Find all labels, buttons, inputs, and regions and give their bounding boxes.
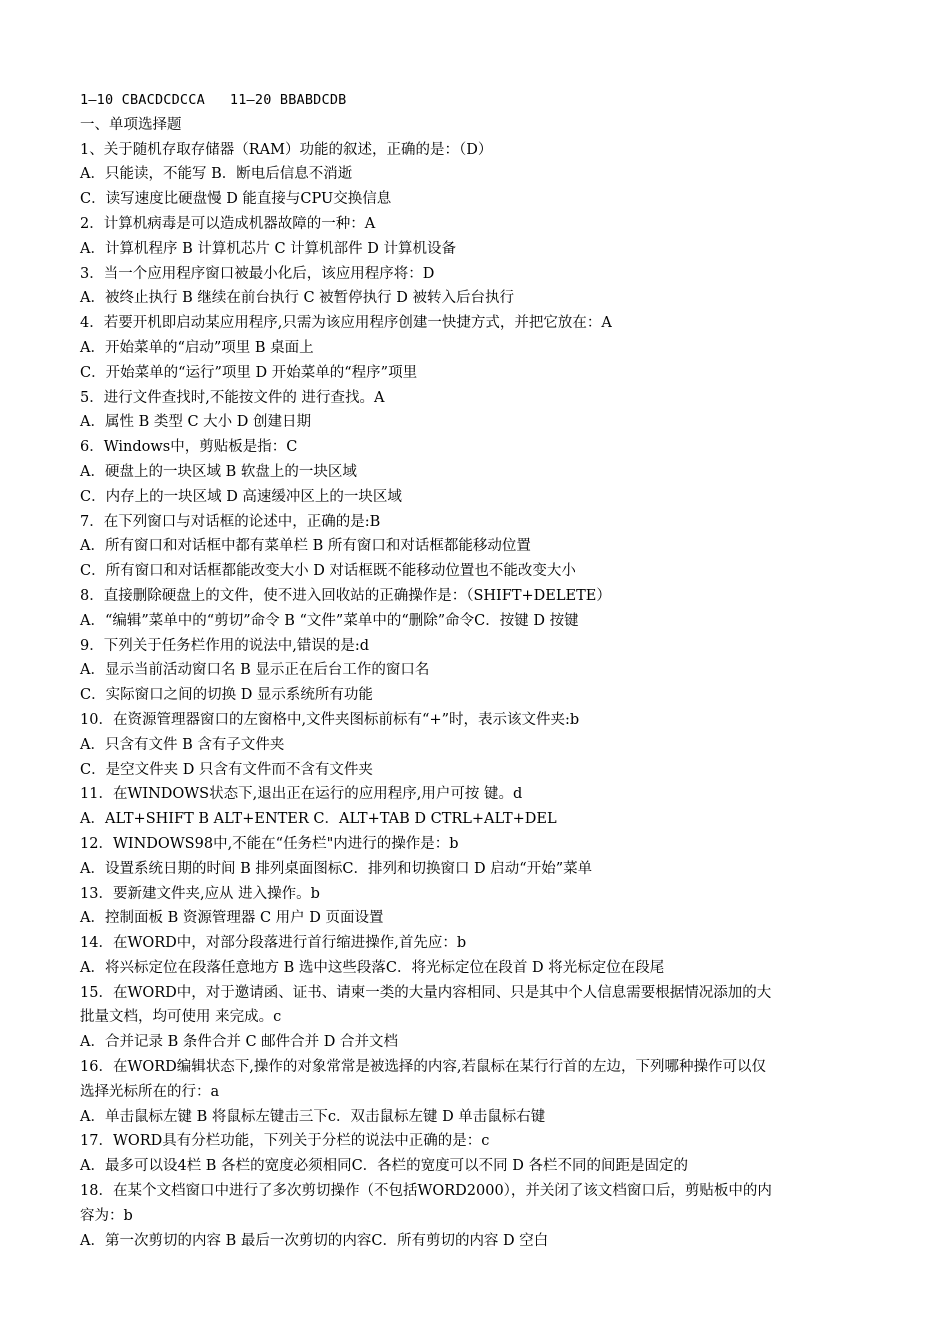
- question-6-options-a: A．硬盘上的一块区域 B 软盘上的一块区域: [80, 463, 357, 480]
- question-10-options-c: C．是空文件夹 D 只含有文件而不含有文件夹: [80, 761, 373, 778]
- question-4-options-c: C．开始菜单的“运行”项里 D 开始菜单的“程序”项里: [80, 364, 418, 381]
- question-16: 16．在WORD编辑状态下,操作的对象常常是被选择的内容,若鼠标在某行行首的左边，下列哪种操作可以仅: [80, 1059, 766, 1076]
- question-9: 9．下列关于任务栏作用的说法中,错误的是:d: [80, 637, 370, 654]
- question-10-options-a: A．只含有文件 B 含有子文件夹: [80, 736, 285, 753]
- question-12-options: A．设置系统日期的时间 B 排列桌面图标C．排列和切换窗口 D 启动“开始”菜单: [80, 860, 593, 877]
- question-15-options: A．合并记录 B 条件合并 C 邮件合并 D 合并文档: [80, 1034, 399, 1051]
- question-1: 1、关于随机存取存储器（RAM）功能的叙述，正确的是：（D）: [80, 141, 493, 158]
- section-heading: 一、单项选择题: [80, 116, 182, 133]
- question-4-options-a: A．开始菜单的“启动”项里 B 桌面上: [80, 339, 314, 356]
- question-17: 17．WORD具有分栏功能，下列关于分栏的说法中正确的是：c: [80, 1133, 490, 1150]
- question-18: 18．在某个文档窗口中进行了多次剪切操作（不包括WORD2000），并关闭了该文档窗口后，剪贴板中的内: [80, 1183, 772, 1200]
- question-11-options: A．ALT+SHIFT B ALT+ENTER C．ALT+TAB D CTRL+ALT+DEL: [80, 811, 557, 828]
- question-7-options-c: C．所有窗口和对话框都能改变大小 D 对话框既不能移动位置也不能改变大小: [80, 563, 576, 580]
- question-1-options-a: A．只能读，不能写 B．断电后信息不消逝: [80, 166, 353, 183]
- question-5: 5．进行文件查找时,不能按文件的 进行查找。A: [80, 389, 385, 406]
- question-1-options-c: C．读写速度比硬盘慢 D 能直接与CPU交换信息: [80, 191, 392, 208]
- question-7: 7．在下列窗口与对话框的论述中，正确的是:B: [80, 513, 381, 530]
- question-16-continued: 选择光标所在的行：a: [80, 1083, 220, 1100]
- question-3-options: A．被终止执行 B 继续在前台执行 C 被暂停执行 D 被转入后台执行: [80, 290, 514, 307]
- question-8: 8．直接删除硬盘上的文件，使不进入回收站的正确操作是：（SHIFT+DELETE）: [80, 587, 611, 604]
- question-15: 15．在WORD中，对于邀请函、证书、请柬一类的大量内容相同、只是其中个人信息需要根据情况添加的大: [80, 984, 772, 1001]
- question-6: 6．Windows中，剪贴板是指：C: [80, 439, 298, 456]
- question-12: 12．WINDOWS98中,不能在“任务栏"内进行的操作是：b: [80, 835, 459, 852]
- question-13: 13．要新建文件夹,应从 进入操作。b: [80, 885, 320, 902]
- question-3: 3．当一个应用程序窗口被最小化后，该应用程序将：D: [80, 265, 435, 282]
- question-2: 2．计算机病毒是可以造成机器故障的一种：A: [80, 215, 376, 232]
- question-4: 4．若要开机即启动某应用程序,只需为该应用程序创建一快捷方式，并把它放在：A: [80, 315, 612, 332]
- question-11: 11．在WINDOWS状态下,退出正在运行的应用程序,用户可按 键。d: [80, 786, 523, 803]
- question-13-options: A．控制面板 B 资源管理器 C 用户 D 页面设置: [80, 910, 384, 927]
- question-8-options: A．“编辑”菜单中的“剪切”命令 B “文件”菜单中的“删除”命令C．按键 D 按键: [80, 612, 579, 629]
- question-9-options-c: C．实际窗口之间的切换 D 显示系统所有功能: [80, 687, 373, 704]
- question-18-options: A．第一次剪切的内容 B 最后一次剪切的内容C．所有剪切的内容 D 空白: [80, 1232, 549, 1249]
- question-9-options-a: A．显示当前活动窗口名 B 显示正在后台工作的窗口名: [80, 662, 430, 679]
- question-16-options: A．单击鼠标左键 B 将鼠标左键击三下c．双击鼠标左键 D 单击鼠标右键: [80, 1108, 546, 1125]
- document-body: [80, 88, 870, 1253]
- question-17-options: A．最多可以设4栏 B 各栏的宽度必须相同C．各栏的宽度可以不同 D 各栏不同的间距是固定的: [80, 1158, 689, 1175]
- question-14: 14．在WORD中，对部分段落进行首行缩进操作,首先应：b: [80, 935, 467, 952]
- question-2-options: A．计算机程序 B 计算机芯片 C 计算机部件 D 计算机设备: [80, 240, 456, 257]
- question-6-options-c: C．内存上的一块区域 D 高速缓冲区上的一块区域: [80, 488, 402, 505]
- question-14-options: A．将兴标定位在段落任意地方 B 选中这些段落C．将光标定位在段首 D 将光标定位在段尾: [80, 959, 665, 976]
- answer-key-line: 1—10 CBACDCDCCA 11—20 BBABDCDB: [80, 92, 347, 108]
- question-10: 10．在资源管理器窗口的左窗格中,文件夹图标前标有“+”时，表示该文件夹:b: [80, 711, 580, 728]
- question-5-options: A．属性 B 类型 C 大小 D 创建日期: [80, 414, 312, 431]
- question-7-options-a: A．所有窗口和对话框中都有菜单栏 B 所有窗口和对话框都能移动位置: [80, 538, 531, 555]
- question-15-continued: 批量文档，均可使用 来完成。c: [80, 1009, 282, 1026]
- question-18-continued: 容为：b: [80, 1207, 133, 1224]
